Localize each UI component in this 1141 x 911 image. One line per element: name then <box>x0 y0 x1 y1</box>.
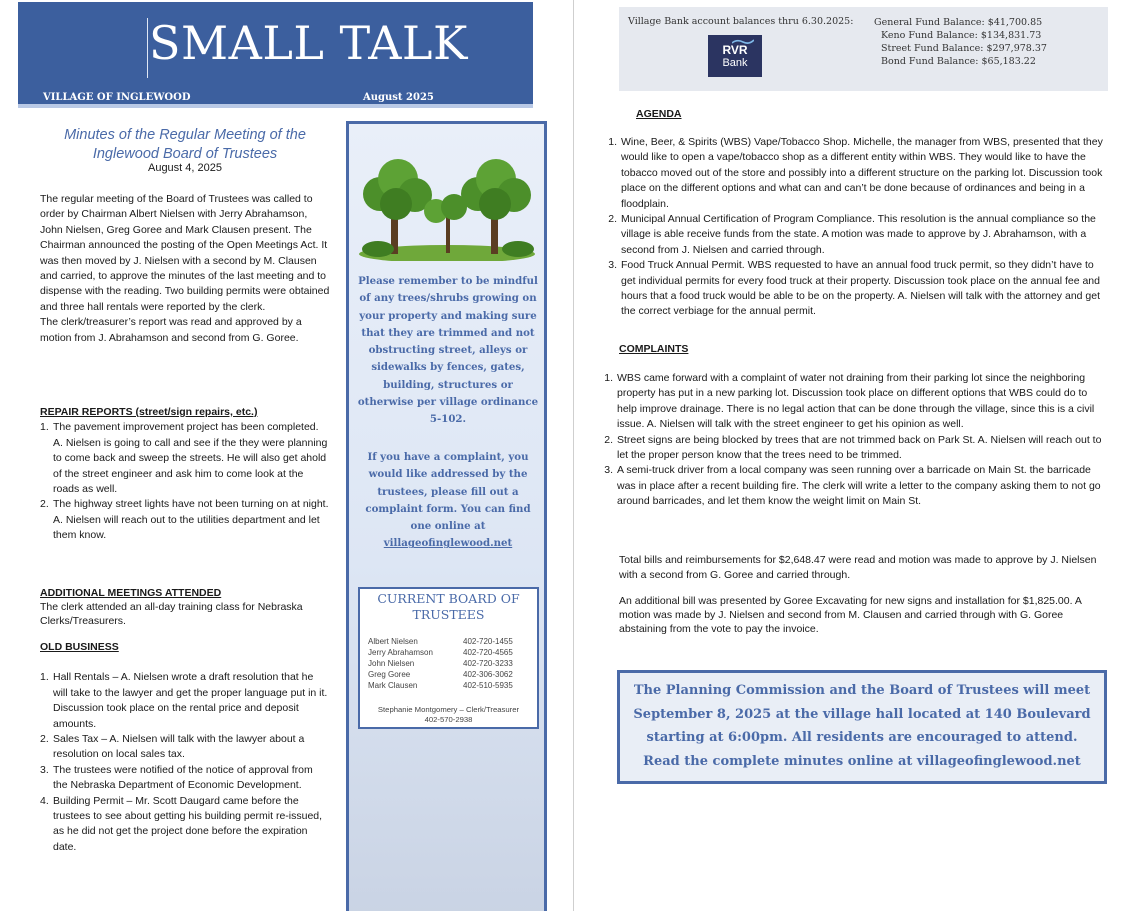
tree-reminder-note: Please remember to be mindful of any trees/shrubs growing on your property and making sure that they are trimmed and not obstructing street, alleys or sidewalks by fences, gates, building, structures or otherwise per village ordinance 5-102. <box>357 275 539 426</box>
minutes-title-line1: Minutes of the Regular Meeting of the <box>64 127 306 143</box>
member-phone: 402-720-4565 <box>463 648 513 657</box>
list-number: 1. <box>608 136 617 148</box>
list-text: Hall Rentals – A. Nielsen wrote a draft resolution that he will take to the lawyer and get the proper language put in it. Discussion took place on the rental price and deposit amounts. <box>53 671 328 730</box>
list-item <box>40 794 330 856</box>
list-number: 1. <box>604 372 613 384</box>
minutes-paragraph-1: The regular meeting of the Board of Trustees was called to order by Chairman Albert Nielsen with Jerry Abrahamson, John Nielsen, Greg Goree and Mark Clausen present. The Chairman announced the posting of the Open Meetings Act. It was then moved by J. Nielsen with a second by M. Clausen and carried, to approve the minutes of the last meeting and to dispense with the reading. Two building permits were obtained and three hall rentals were reported by the clerk. <box>40 193 330 313</box>
member-phone: 402-510-5935 <box>463 681 513 690</box>
minutes-intro <box>40 192 330 346</box>
website-link[interactable]: villageofinglewood.net <box>383 537 513 550</box>
list-item <box>40 763 330 794</box>
village-name: VILLAGE OF INGLEWOOD <box>43 92 191 103</box>
bills-paragraph-2: An additional bill was presented by Goree Excavating for new signs and installation for $1,825.00. A motion was made by J. Nielsen and second from M. Clausen and carried through with G. Goree abstaining from the vote to pay the invoice. <box>619 595 1082 635</box>
old-business-heading: OLD BUSINESS <box>40 641 119 653</box>
rvr-bank-logo <box>708 35 762 77</box>
list-number: 3. <box>40 763 49 776</box>
repair-reports-section <box>40 405 330 544</box>
trees-illustration <box>358 149 536 261</box>
issue-month: August 2025 <box>363 92 434 103</box>
board-member-row <box>368 648 533 657</box>
member-name: Albert Nielsen <box>368 637 418 646</box>
list-item <box>604 258 1107 320</box>
list-item <box>604 135 1107 212</box>
board-member-row <box>368 637 533 646</box>
member-name: Jerry Abrahamson <box>368 648 433 657</box>
list-text: Street signs are being blocked by trees that are not trimmed back on Park St. A. Nielsen will reach out to let the proper person know that the trees need to be trimmed. <box>617 433 1102 462</box>
complaint-note <box>357 449 539 553</box>
repair-reports-heading: REPAIR REPORTS (street/sign repairs, etc.) <box>40 406 258 418</box>
list-number: 2. <box>608 213 617 226</box>
list-item <box>600 371 1107 433</box>
bond-fund-balance: Bond Fund Balance: $65,183.22 <box>881 56 1036 67</box>
member-phone: 402-306-3062 <box>463 670 513 679</box>
bank-logo-text-1: RVR <box>722 43 748 57</box>
list-item <box>604 212 1107 258</box>
board-member-row <box>368 670 533 679</box>
list-item <box>40 732 330 763</box>
agenda-list <box>604 135 1107 320</box>
list-item <box>40 497 330 543</box>
list-number: 2. <box>40 733 49 746</box>
member-name: John Nielsen <box>368 659 415 668</box>
list-text: Sales Tax – A. Nielsen will talk with the lawyer about a resolution on local sales tax. <box>53 733 305 761</box>
agenda-heading: AGENDA <box>636 108 682 120</box>
clerk-phone: 402-570-2938 <box>424 715 473 724</box>
list-text: The trustees were notified of the notice of approval from the Nebraska Department of Economic Development. <box>53 763 313 792</box>
list-text: Municipal Annual Certification of Program Compliance. This resolution is the annual compliance so the village is able receive funds from the state. A motion was made to approve by J. Abrahamson, with a second from J. Nielsen and carried through. <box>621 213 1096 256</box>
list-item <box>600 463 1107 509</box>
bank-balances-label: Village Bank account balances thru 6.30.2025: <box>628 16 854 27</box>
meeting-notice-box: The Planning Commission and the Board of Trustees will meet September 8, 2025 at the village hall located at 140 Boulevard starting at 6:00pm. All residents are encouraged to attend. Read the complete minutes online at villageofinglewood.net <box>617 670 1107 784</box>
board-member-row <box>368 681 533 690</box>
minutes-title <box>35 126 335 164</box>
minutes-paragraph-2: The clerk/treasurer’s report was read and approved by a motion from J. Abrahamson and second from G. Goree. <box>40 316 302 344</box>
list-item <box>600 433 1107 464</box>
clerk-name: Stephanie Montgomery – Clerk/Treasurer <box>377 705 520 714</box>
bills-paragraph-1: Total bills and reimbursements for $2,648.47 were read and motion was made to approve by J. Nielsen with a second from G. Goree and carried through. <box>619 554 1097 582</box>
list-number: 2. <box>40 498 49 511</box>
minutes-title-line2: Inglewood Board of Trustees <box>92 146 278 162</box>
member-phone: 402-720-1455 <box>463 637 513 646</box>
member-name: Mark Clausen <box>368 681 418 690</box>
street-fund-balance: Street Fund Balance: $297,978.37 <box>881 43 1047 54</box>
list-item <box>40 420 330 497</box>
bank-logo-text-2: Bank <box>722 57 748 69</box>
list-text: Building Permit – Mr. Scott Daugard came before the trustees to see about getting his building permit re-issued, as he did not get the project done before the expiration date. <box>53 794 323 853</box>
newsletter-title: SMALL TALK <box>149 16 468 70</box>
bank-balances-box <box>619 7 1108 91</box>
additional-meetings-heading: ADDITIONAL MEETINGS ATTENDED <box>40 587 222 599</box>
list-item <box>40 670 330 732</box>
additional-meetings-text: The clerk attended an all-day training class for Nebraska Clerks/Treasurers. <box>40 601 303 627</box>
list-text: A semi-truck driver from a local company was seen running over a barricade on Main St. the barricade was in place after a recent building fire. The clerk will write a letter to the company asking them to not go around barricades, and let them know the weight limit on Main St. <box>617 464 1101 508</box>
board-title: CURRENT BOARD OF TRUSTEES <box>377 591 520 622</box>
masthead <box>18 2 533 108</box>
board-of-trustees-box <box>358 587 539 729</box>
list-number: 2. <box>604 433 613 446</box>
list-text: Food Truck Annual Permit. WBS requested to have an annual food truck permit, so they didn’t have to get individual permits for every food truck at their property. Discussion took place on the annual fee and hours that a food truck would be able to be on the property. A. Nielsen will talk with the attorney and get the correct verbiage for the annual permit. <box>621 259 1101 318</box>
list-text: The highway street lights have not been turning on at night. A. Nielsen will reach out to the utilities department and let them know. <box>53 498 329 542</box>
member-phone: 402-720-3233 <box>463 659 513 668</box>
member-name: Greg Goree <box>368 670 411 679</box>
masthead-rule <box>147 18 148 78</box>
minutes-date: August 4, 2025 <box>147 162 222 174</box>
general-fund-balance: General Fund Balance: $41,700.85 <box>874 17 1043 28</box>
list-text: WBS came forward with a complaint of water not draining from their parking lot since the neighboring property has put in a new parking lot. Discussion took place on different options that WBS could do to help improve drainage. There is no legal action that can be done through the village, since this is a civil issue. A. Nielsen will talk with the street engineer to get his opinion as well. <box>617 372 1095 431</box>
complaints-list <box>600 371 1107 510</box>
list-number: 1. <box>40 671 49 684</box>
additional-meetings-section <box>40 586 330 628</box>
board-member-row <box>368 659 533 668</box>
complaints-heading: COMPLAINTS <box>619 343 689 355</box>
complaint-note-text: If you have a complaint, you would like addressed by the trustees, please fill out a complaint form. You can find one online at <box>365 451 531 533</box>
old-business-section <box>40 640 330 855</box>
list-text: Wine, Beer, & Spirits (WBS) Vape/Tobacco Shop. Michelle, the manager from WBS, presented that they would like to open a vape/tobacco shop as a different entity within WBS. They would like to have the tobacco moved out of the store and possibly into a different structure on the parking lot. Discussion took place on the different options and what can and can’t be done because of ordinances and being in a floodplain. <box>621 136 1103 210</box>
page-divider <box>573 0 574 911</box>
list-number: 4. <box>40 794 49 807</box>
keno-fund-balance: Keno Fund Balance: $134,831.73 <box>881 30 1042 41</box>
list-text: The pavement improvement project has been completed. A. Nielsen is going to call and see if the they were planning to come back and sweep the streets. He will also get ahold of the street engineer and ask him to come look at the roads as well. <box>53 421 328 496</box>
sidebar <box>346 121 547 911</box>
list-number: 1. <box>40 421 49 434</box>
list-number: 3. <box>604 464 613 477</box>
list-number: 3. <box>608 259 617 272</box>
bank-logo-wave-icon <box>732 39 754 44</box>
